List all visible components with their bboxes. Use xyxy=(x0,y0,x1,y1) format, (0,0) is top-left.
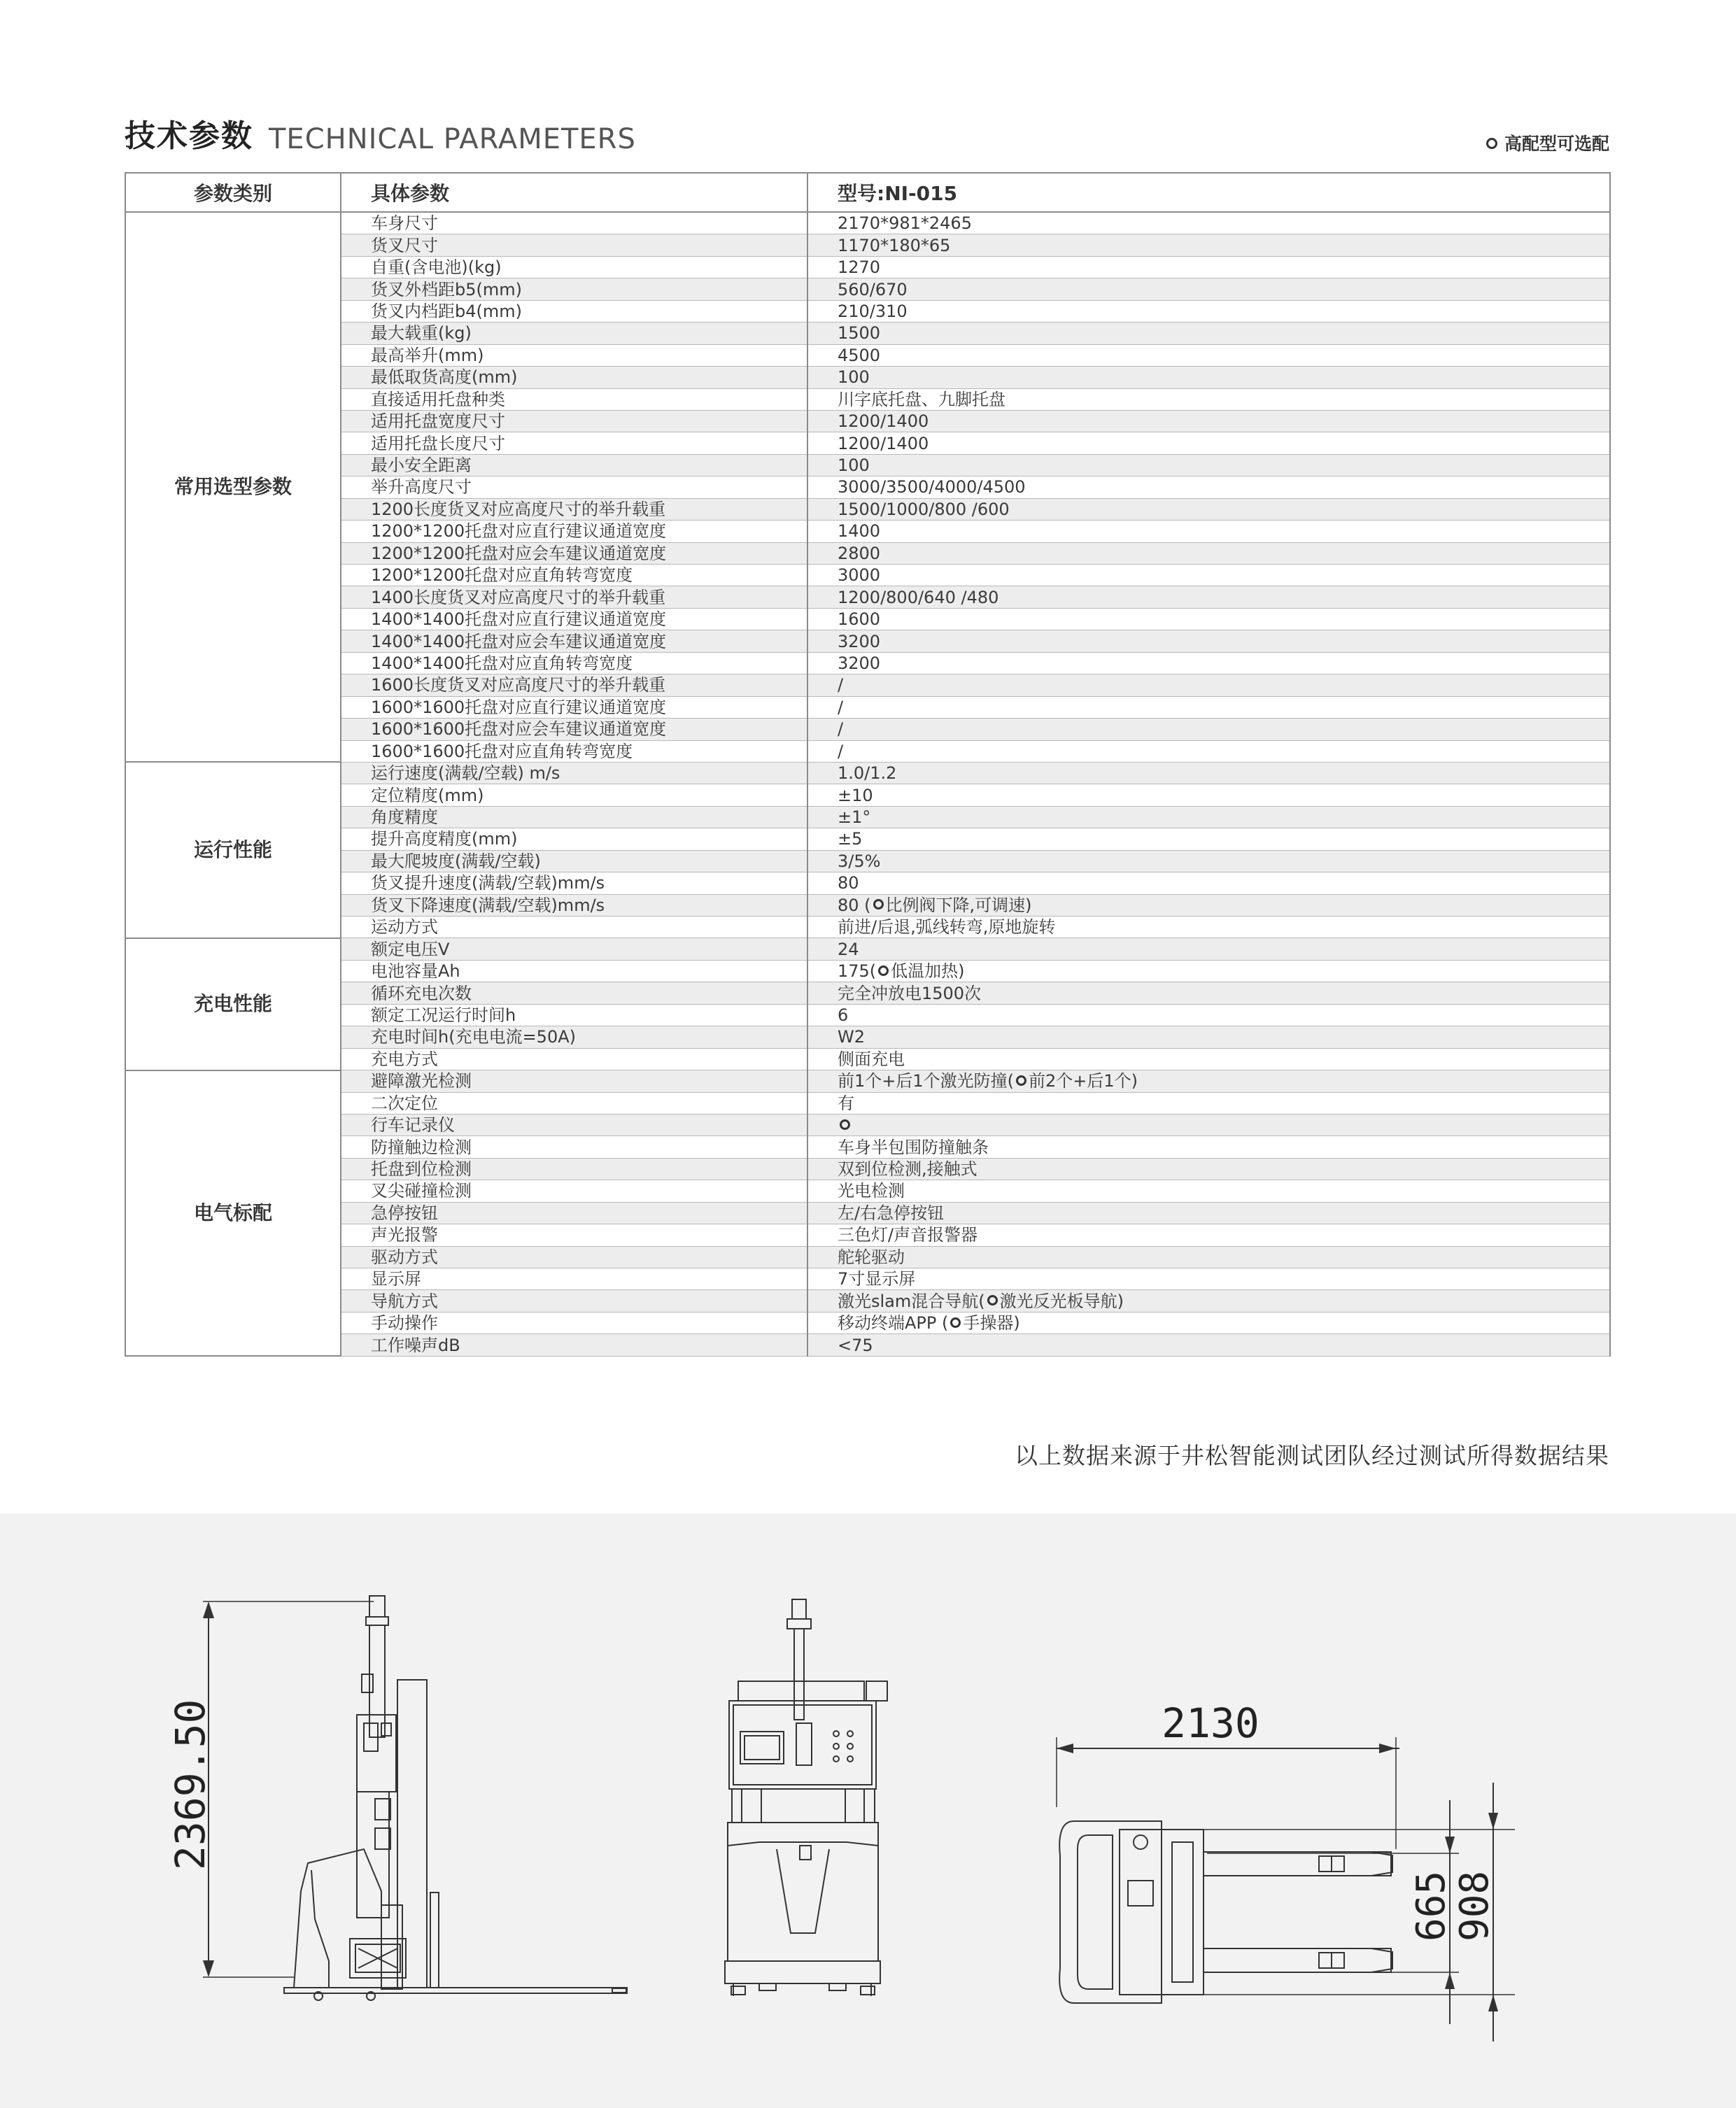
parameter-value-cell: <75 xyxy=(807,1334,1610,1356)
parameter-name-cell: 适用托盘长度尺寸 xyxy=(341,432,807,454)
table-row xyxy=(125,542,1610,564)
parameter-name-cell: 导航方式 xyxy=(341,1290,807,1312)
optional-circle-icon xyxy=(987,1295,998,1306)
value-suffix: 低温加热) xyxy=(891,961,965,982)
parameter-name-cell: 适用托盘宽度尺寸 xyxy=(341,410,807,432)
page-header xyxy=(125,112,1609,161)
parameter-name-cell: 货叉外档距b5(mm) xyxy=(341,278,807,300)
page-title: 技术参数 xyxy=(125,118,253,154)
parameter-name-cell: 1600*1600托盘对应直角转弯宽度 xyxy=(341,740,807,762)
category-cell: 充电性能 xyxy=(125,938,341,1070)
parameter-value-cell: ±5 xyxy=(807,828,1610,850)
parameter-name-cell: 直接适用托盘种类 xyxy=(341,388,807,410)
parameter-value-cell xyxy=(807,1290,1610,1312)
data-source-footnote: 以上数据来源于井松智能测试团队经过测试所得数据结果 xyxy=(1015,1442,1609,1469)
page-subtitle: TECHNICAL PARAMETERS xyxy=(269,123,636,155)
parameter-name-cell: 举升高度尺寸 xyxy=(341,476,807,498)
parameter-value-cell xyxy=(807,960,1610,982)
parameter-name-cell: 急停按钮 xyxy=(341,1202,807,1224)
parameter-name-cell: 运行速度(满载/空载) m/s xyxy=(341,762,807,784)
table-row xyxy=(125,828,1610,850)
table-row xyxy=(125,1114,1610,1136)
table-row xyxy=(125,608,1610,630)
parameter-value-cell: 1200/1400 xyxy=(807,410,1610,432)
parameter-name-cell: 1400*1400托盘对应直行建议通道宽度 xyxy=(341,608,807,630)
column-header-category: 参数类别 xyxy=(125,173,341,212)
table-row xyxy=(125,982,1610,1004)
outer-width-dimension-label: 908 xyxy=(1452,1870,1497,1941)
parameter-name-cell: 二次定位 xyxy=(341,1092,807,1114)
parameter-name-cell: 工作噪声dB xyxy=(341,1334,807,1356)
category-cell: 运行性能 xyxy=(125,762,341,938)
side-view-drawing xyxy=(203,1596,627,2000)
table-row xyxy=(125,1180,1610,1202)
table-header-row xyxy=(125,173,1610,212)
table-row xyxy=(125,784,1610,806)
parameter-name-cell: 叉尖碰撞检测 xyxy=(341,1180,807,1202)
table-row xyxy=(125,719,1610,740)
parameter-value-cell: 1400 xyxy=(807,521,1610,542)
parameter-name-cell: 最低取货高度(mm) xyxy=(341,367,807,388)
table-row xyxy=(125,476,1610,498)
parameter-name-cell: 防撞触边检测 xyxy=(341,1136,807,1158)
parameter-name-cell: 额定工况运行时间h xyxy=(341,1004,807,1026)
parameter-value-cell: 完全冲放电1500次 xyxy=(807,982,1610,1004)
parameter-name-cell: 货叉内档距b4(mm) xyxy=(341,300,807,322)
parameter-name-cell: 1200长度货叉对应高度尺寸的举升载重 xyxy=(341,498,807,520)
parameter-value-cell: 4500 xyxy=(807,344,1610,366)
value-suffix: 激光反光板导航) xyxy=(999,1291,1124,1311)
parameter-value-cell: / xyxy=(807,696,1610,718)
parameter-value-cell: 6 xyxy=(807,1004,1610,1026)
column-header-model: 型号:NI-015 xyxy=(807,173,1610,212)
parameter-value-cell: ±1° xyxy=(807,806,1610,828)
parameter-name-cell: 行车记录仪 xyxy=(341,1114,807,1136)
parameter-name-cell: 1200*1200托盘对应会车建议通道宽度 xyxy=(341,542,807,564)
parameter-value-cell: 80 xyxy=(807,872,1610,894)
parameter-name-cell: 显示屏 xyxy=(341,1268,807,1290)
table-row xyxy=(125,1070,1610,1092)
table-row xyxy=(125,1290,1610,1312)
table-row xyxy=(125,586,1610,608)
table-row xyxy=(125,278,1610,300)
parameter-name-cell: 1600*1600托盘对应会车建议通道宽度 xyxy=(341,719,807,740)
parameter-value-cell: W2 xyxy=(807,1026,1610,1048)
table-row xyxy=(125,498,1610,520)
parameter-value-cell: 侧面充电 xyxy=(807,1048,1610,1070)
parameter-value-cell xyxy=(807,894,1610,916)
optional-circle-icon xyxy=(950,1317,961,1328)
table-row xyxy=(125,630,1610,652)
parameter-value-cell: 1170*180*65 xyxy=(807,234,1610,256)
parameter-value-cell: 2800 xyxy=(807,542,1610,564)
category-cell: 常用选型参数 xyxy=(125,212,341,762)
parameter-value-cell: 车身半包围防撞触条 xyxy=(807,1136,1610,1158)
table-row xyxy=(125,1202,1610,1224)
parameter-value-cell: 3/5% xyxy=(807,850,1610,872)
optional-circle-icon xyxy=(1486,138,1497,149)
parameter-value-cell: 双到位检测,接触式 xyxy=(807,1158,1610,1180)
parameter-name-cell: 运动方式 xyxy=(341,917,807,938)
parameter-name-cell: 驱动方式 xyxy=(341,1246,807,1268)
parameter-name-cell: 避障激光检测 xyxy=(341,1070,807,1092)
parameter-value-cell: / xyxy=(807,674,1610,696)
parameter-name-cell: 电池容量Ah xyxy=(341,960,807,982)
table-row xyxy=(125,652,1610,674)
dimension-drawings xyxy=(0,1513,1736,2108)
parameter-name-cell: 1400长度货叉对应高度尺寸的举升载重 xyxy=(341,586,807,608)
parameter-name-cell: 声光报警 xyxy=(341,1224,807,1246)
table-body xyxy=(125,212,1610,1356)
parameter-value-cell xyxy=(807,1114,1610,1136)
parameter-name-cell: 充电时间h(充电电流=50A) xyxy=(341,1026,807,1048)
table-row xyxy=(125,762,1610,784)
table-row xyxy=(125,1048,1610,1070)
parameter-value-cell: 7寸显示屏 xyxy=(807,1268,1610,1290)
parameter-value-cell: ±10 xyxy=(807,784,1610,806)
parameter-value-cell: 三色灯/声音报警器 xyxy=(807,1224,1610,1246)
parameter-value-cell: 舵轮驱动 xyxy=(807,1246,1610,1268)
table-row xyxy=(125,938,1610,960)
parameter-value-cell: 1500/1000/800 /600 xyxy=(807,498,1610,520)
parameter-value-cell xyxy=(807,1070,1610,1092)
table-row xyxy=(125,872,1610,894)
table-row xyxy=(125,1004,1610,1026)
table-row xyxy=(125,565,1610,586)
table-row xyxy=(125,1312,1610,1334)
parameter-value-cell: 有 xyxy=(807,1092,1610,1114)
inner-width-dimension-label: 665 xyxy=(1409,1870,1454,1941)
front-view-drawing xyxy=(725,1599,887,1996)
parameter-name-cell: 额定电压V xyxy=(341,938,807,960)
parameter-value-cell: 24 xyxy=(807,938,1610,960)
value-suffix: 比例阀下降,可调速) xyxy=(885,895,1032,915)
parameter-name-cell: 1200*1200托盘对应直角转弯宽度 xyxy=(341,565,807,586)
value-prefix: 175( xyxy=(838,961,877,982)
parameter-value-cell: / xyxy=(807,719,1610,740)
table-row xyxy=(125,1334,1610,1356)
parameter-value-cell: 1.0/1.2 xyxy=(807,762,1610,784)
parameter-name-cell: 货叉下降速度(满载/空载)mm/s xyxy=(341,894,807,916)
optional-circle-icon xyxy=(878,965,889,976)
table-row xyxy=(125,740,1610,762)
parameter-value-cell: 1270 xyxy=(807,256,1610,278)
parameter-value-cell: 210/310 xyxy=(807,300,1610,322)
table-row xyxy=(125,388,1610,410)
table-row xyxy=(125,850,1610,872)
parameter-value-cell: 川字底托盘、九脚托盘 xyxy=(807,388,1610,410)
table-row xyxy=(125,212,1610,234)
value-suffix: 手操器) xyxy=(963,1313,1020,1334)
table-row xyxy=(125,1268,1610,1290)
parameter-name-cell: 货叉提升速度(满载/空载)mm/s xyxy=(341,872,807,894)
parameter-value-cell xyxy=(807,1312,1610,1334)
table-row xyxy=(125,894,1610,916)
parameter-value-cell: 100 xyxy=(807,454,1610,476)
parameter-name-cell: 最小安全距离 xyxy=(341,454,807,476)
table-row xyxy=(125,1158,1610,1180)
table-row xyxy=(125,917,1610,938)
parameter-value-cell: 3000 xyxy=(807,565,1610,586)
parameter-name-cell: 角度精度 xyxy=(341,806,807,828)
parameter-name-cell: 自重(含电池)(kg) xyxy=(341,256,807,278)
parameter-name-cell: 最高举升(mm) xyxy=(341,344,807,366)
parameter-value-cell: 3200 xyxy=(807,652,1610,674)
parameter-name-cell: 最大爬坡度(满载/空载) xyxy=(341,850,807,872)
optional-circle-icon xyxy=(840,1119,850,1130)
parameter-value-cell: 1500 xyxy=(807,323,1610,344)
table-row xyxy=(125,1092,1610,1114)
table-row xyxy=(125,806,1610,828)
table-row xyxy=(125,234,1610,256)
table-row xyxy=(125,454,1610,476)
value-prefix: 前1个+后1个激光防撞( xyxy=(838,1071,1015,1091)
table-row xyxy=(125,1136,1610,1158)
parameter-value-cell: 2170*981*2465 xyxy=(807,212,1610,234)
parameter-value-cell: 560/670 xyxy=(807,278,1610,300)
parameter-name-cell: 车身尺寸 xyxy=(341,212,807,234)
parameter-value-cell: 1600 xyxy=(807,608,1610,630)
parameter-value-cell: 3200 xyxy=(807,630,1610,652)
parameter-value-cell: 光电检测 xyxy=(807,1180,1610,1202)
table-row xyxy=(125,300,1610,322)
parameter-value-cell: / xyxy=(807,740,1610,762)
parameter-value-cell: 1200/800/640 /480 xyxy=(807,586,1610,608)
parameter-name-cell: 最大载重(kg) xyxy=(341,323,807,344)
parameter-value-cell: 前进/后退,弧线转弯,原地旋转 xyxy=(807,917,1610,938)
legend-label: 高配型可选配 xyxy=(1504,134,1609,154)
parameter-name-cell: 1400*1400托盘对应会车建议通道宽度 xyxy=(341,630,807,652)
table-row xyxy=(125,960,1610,982)
parameter-name-cell: 1200*1200托盘对应直行建议通道宽度 xyxy=(341,521,807,542)
table-row xyxy=(125,696,1610,718)
optional-circle-icon xyxy=(1016,1075,1026,1086)
parameter-name-cell: 1600长度货叉对应高度尺寸的举升载重 xyxy=(341,674,807,696)
table-row xyxy=(125,674,1610,696)
length-dimension-label: 2130 xyxy=(1162,1699,1259,1747)
parameter-name-cell: 充电方式 xyxy=(341,1048,807,1070)
table-row xyxy=(125,323,1610,344)
column-header-parameter: 具体参数 xyxy=(341,173,807,212)
parameter-value-cell: 1200/1400 xyxy=(807,432,1610,454)
parameter-name-cell: 1400*1400托盘对应直角转弯宽度 xyxy=(341,652,807,674)
table-row xyxy=(125,410,1610,432)
parameter-name-cell: 提升高度精度(mm) xyxy=(341,828,807,850)
parameter-value-cell: 100 xyxy=(807,367,1610,388)
optional-legend xyxy=(1486,130,1609,158)
parameter-name-cell: 手动操作 xyxy=(341,1312,807,1334)
table-row xyxy=(125,367,1610,388)
parameter-name-cell: 货叉尺寸 xyxy=(341,234,807,256)
table-row xyxy=(125,1026,1610,1048)
parameter-name-cell: 循环充电次数 xyxy=(341,982,807,1004)
table-row xyxy=(125,1224,1610,1246)
optional-circle-icon xyxy=(873,899,884,910)
parameter-name-cell: 1600*1600托盘对应直行建议通道宽度 xyxy=(341,696,807,718)
table-row xyxy=(125,256,1610,278)
table-row xyxy=(125,432,1610,454)
parameter-name-cell: 托盘到位检测 xyxy=(341,1158,807,1180)
parameter-value-cell: 3000/3500/4000/4500 xyxy=(807,476,1610,498)
value-prefix: 80 ( xyxy=(838,895,871,915)
parameter-value-cell: 左/右急停按钮 xyxy=(807,1202,1610,1224)
value-prefix: 激光slam混合导航( xyxy=(838,1291,985,1311)
value-prefix: 移动终端APP ( xyxy=(838,1313,949,1334)
parameters-table xyxy=(125,172,1611,1357)
value-suffix: 前2个+后1个) xyxy=(1029,1071,1138,1091)
drawings-svg xyxy=(0,1513,1736,2108)
parameter-name-cell: 定位精度(mm) xyxy=(341,784,807,806)
table-row xyxy=(125,521,1610,542)
table-row xyxy=(125,1246,1610,1268)
table-row xyxy=(125,344,1610,366)
height-dimension-label: 2369.50 xyxy=(167,1699,214,1870)
category-cell: 电气标配 xyxy=(125,1070,341,1357)
